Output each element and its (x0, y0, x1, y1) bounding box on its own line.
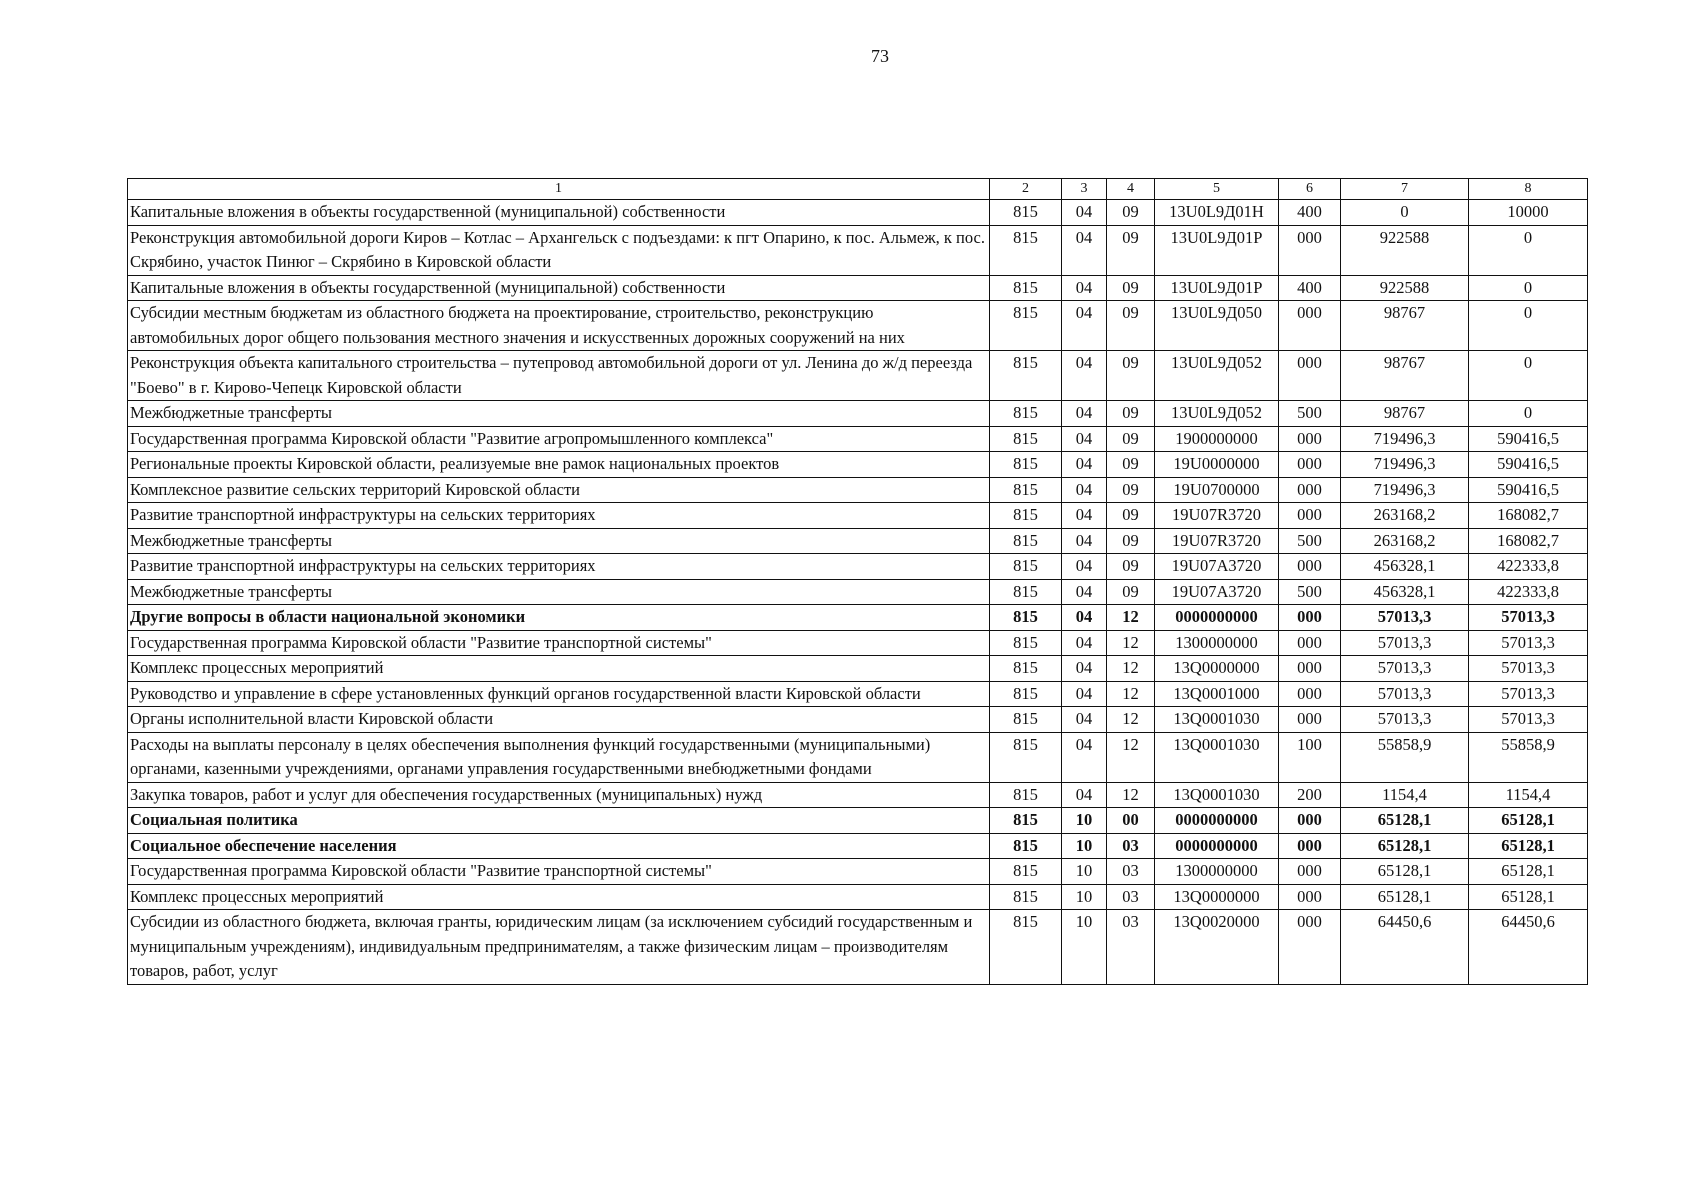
section-cell: 04 (1062, 452, 1107, 478)
expense-type-cell: 000 (1279, 707, 1341, 733)
target-article-cell: 13Q0001030 (1155, 707, 1279, 733)
expense-type-cell: 100 (1279, 732, 1341, 782)
subsection-cell: 03 (1107, 833, 1155, 859)
amount-year2-cell: 64450,6 (1469, 910, 1588, 985)
grbs-cell: 815 (990, 554, 1062, 580)
subsection-cell: 09 (1107, 426, 1155, 452)
amount-year2-cell: 57013,3 (1469, 656, 1588, 682)
section-cell: 04 (1062, 225, 1107, 275)
subsection-cell: 12 (1107, 681, 1155, 707)
target-article-cell: 19U0000000 (1155, 452, 1279, 478)
section-cell: 04 (1062, 301, 1107, 351)
subsection-cell: 09 (1107, 477, 1155, 503)
grbs-cell: 815 (990, 605, 1062, 631)
subsection-cell: 09 (1107, 200, 1155, 226)
section-cell: 10 (1062, 910, 1107, 985)
expense-type-cell: 000 (1279, 426, 1341, 452)
target-article-cell: 13Q0001030 (1155, 732, 1279, 782)
amount-year1-cell: 57013,3 (1341, 707, 1469, 733)
subsection-cell: 09 (1107, 554, 1155, 580)
amount-year2-cell: 65128,1 (1469, 808, 1588, 834)
grbs-cell: 815 (990, 477, 1062, 503)
section-cell: 10 (1062, 859, 1107, 885)
grbs-cell: 815 (990, 225, 1062, 275)
section-cell: 04 (1062, 630, 1107, 656)
subsection-cell: 09 (1107, 579, 1155, 605)
section-cell: 04 (1062, 528, 1107, 554)
section-cell: 04 (1062, 579, 1107, 605)
expense-type-cell: 000 (1279, 452, 1341, 478)
grbs-cell: 815 (990, 859, 1062, 885)
amount-year2-cell: 0 (1469, 401, 1588, 427)
amount-year1-cell: 57013,3 (1341, 630, 1469, 656)
expense-type-cell: 000 (1279, 656, 1341, 682)
section-cell: 04 (1062, 426, 1107, 452)
target-article-cell: 19U07A3720 (1155, 579, 1279, 605)
amount-year2-cell: 0 (1469, 275, 1588, 301)
table-row (128, 275, 1588, 301)
grbs-cell: 815 (990, 275, 1062, 301)
subsection-cell: 03 (1107, 859, 1155, 885)
amount-year2-cell: 10000 (1469, 200, 1588, 226)
grbs-cell: 815 (990, 833, 1062, 859)
expense-type-cell: 000 (1279, 910, 1341, 985)
amount-year2-cell: 590416,5 (1469, 452, 1588, 478)
expense-type-cell: 200 (1279, 782, 1341, 808)
expense-type-cell: 000 (1279, 554, 1341, 580)
header-cell-7: 7 (1341, 179, 1469, 200)
section-cell: 10 (1062, 808, 1107, 834)
table-row (128, 630, 1588, 656)
subsection-cell: 12 (1107, 782, 1155, 808)
row-name-cell: Социальное обеспечение населения (128, 833, 990, 859)
amount-year1-cell: 1154,4 (1341, 782, 1469, 808)
target-article-cell: 0000000000 (1155, 605, 1279, 631)
amount-year2-cell: 65128,1 (1469, 859, 1588, 885)
section-cell: 10 (1062, 884, 1107, 910)
row-name-cell: Закупка товаров, работ и услуг для обеспечения государственных (муниципальных) нужд (128, 782, 990, 808)
row-name-cell: Реконструкция автомобильной дороги Киров – Котлас – Архангельск с подъездами: к пгт Опарино, к пос. Альмеж, к пос. Скрябино, участок Пинюг – Скрябино в Кировской области (128, 225, 990, 275)
target-article-cell: 13U0L9Д052 (1155, 401, 1279, 427)
subsection-cell: 12 (1107, 732, 1155, 782)
target-article-cell: 0000000000 (1155, 833, 1279, 859)
row-name-cell: Социальная политика (128, 808, 990, 834)
subsection-cell: 09 (1107, 275, 1155, 301)
section-cell: 04 (1062, 401, 1107, 427)
table-header (128, 179, 1588, 200)
amount-year1-cell: 98767 (1341, 301, 1469, 351)
grbs-cell: 815 (990, 528, 1062, 554)
amount-year1-cell: 65128,1 (1341, 808, 1469, 834)
header-cell-8: 8 (1469, 179, 1588, 200)
row-name-cell: Субсидии местным бюджетам из областного бюджета на проектирование, строительство, реконструкцию автомобильных дорог общего пользования местного значения и искусственных дорожных сооружений на них (128, 301, 990, 351)
row-name-cell: Государственная программа Кировской области "Развитие транспортной системы" (128, 630, 990, 656)
section-cell: 04 (1062, 503, 1107, 529)
grbs-cell: 815 (990, 630, 1062, 656)
grbs-cell: 815 (990, 426, 1062, 452)
grbs-cell: 815 (990, 301, 1062, 351)
section-cell: 04 (1062, 656, 1107, 682)
grbs-cell: 815 (990, 910, 1062, 985)
expense-type-cell: 400 (1279, 275, 1341, 301)
grbs-cell: 815 (990, 351, 1062, 401)
amount-year2-cell: 422333,8 (1469, 554, 1588, 580)
amount-year1-cell: 719496,3 (1341, 477, 1469, 503)
table-body (128, 200, 1588, 985)
amount-year1-cell: 65128,1 (1341, 859, 1469, 885)
subsection-cell: 12 (1107, 656, 1155, 682)
target-article-cell: 13U0L9Д052 (1155, 351, 1279, 401)
row-name-cell: Региональные проекты Кировской области, реализуемые вне рамок национальных проектов (128, 452, 990, 478)
expense-type-cell: 000 (1279, 503, 1341, 529)
table-row (128, 605, 1588, 631)
amount-year1-cell: 719496,3 (1341, 426, 1469, 452)
table-row (128, 732, 1588, 782)
grbs-cell: 815 (990, 452, 1062, 478)
table-row (128, 401, 1588, 427)
expense-type-cell: 500 (1279, 528, 1341, 554)
subsection-cell: 09 (1107, 401, 1155, 427)
row-name-cell: Другие вопросы в области национальной экономики (128, 605, 990, 631)
expense-type-cell: 500 (1279, 401, 1341, 427)
grbs-cell: 815 (990, 681, 1062, 707)
table-row (128, 503, 1588, 529)
section-cell: 04 (1062, 275, 1107, 301)
grbs-cell: 815 (990, 707, 1062, 733)
amount-year1-cell: 719496,3 (1341, 452, 1469, 478)
row-name-cell: Развитие транспортной инфраструктуры на сельских территориях (128, 503, 990, 529)
amount-year1-cell: 456328,1 (1341, 554, 1469, 580)
expense-type-cell: 500 (1279, 579, 1341, 605)
table-row (128, 200, 1588, 226)
target-article-cell: 19U07R3720 (1155, 528, 1279, 554)
table-row (128, 452, 1588, 478)
amount-year1-cell: 98767 (1341, 351, 1469, 401)
amount-year2-cell: 57013,3 (1469, 681, 1588, 707)
target-article-cell: 13U0L9Д050 (1155, 301, 1279, 351)
row-name-cell: Органы исполнительной власти Кировской области (128, 707, 990, 733)
section-cell: 04 (1062, 681, 1107, 707)
section-cell: 04 (1062, 782, 1107, 808)
section-cell: 04 (1062, 732, 1107, 782)
expense-type-cell: 000 (1279, 301, 1341, 351)
expense-type-cell: 000 (1279, 351, 1341, 401)
header-cell-3: 3 (1062, 179, 1107, 200)
grbs-cell: 815 (990, 503, 1062, 529)
table-row (128, 910, 1588, 985)
page-number: 73 (871, 46, 889, 66)
subsection-cell: 03 (1107, 884, 1155, 910)
target-article-cell: 1900000000 (1155, 426, 1279, 452)
amount-year1-cell: 456328,1 (1341, 579, 1469, 605)
table-row (128, 528, 1588, 554)
table-row (128, 681, 1588, 707)
grbs-cell: 815 (990, 782, 1062, 808)
subsection-cell: 00 (1107, 808, 1155, 834)
section-cell: 04 (1062, 477, 1107, 503)
subsection-cell: 09 (1107, 528, 1155, 554)
grbs-cell: 815 (990, 808, 1062, 834)
table-row (128, 808, 1588, 834)
amount-year2-cell: 1154,4 (1469, 782, 1588, 808)
table-row (128, 351, 1588, 401)
row-name-cell: Субсидии из областного бюджета, включая гранты, юридическим лицам (за исключением субсидий государственным и муниципальным учреждениям), индивидуальным предпринимателям, а также физическим лицам – производителям товаров, работ, услуг (128, 910, 990, 985)
expense-type-cell: 000 (1279, 884, 1341, 910)
subsection-cell: 12 (1107, 707, 1155, 733)
expense-type-cell: 400 (1279, 200, 1341, 226)
grbs-cell: 815 (990, 884, 1062, 910)
row-name-cell: Государственная программа Кировской области "Развитие транспортной системы" (128, 859, 990, 885)
row-name-cell: Межбюджетные трансферты (128, 401, 990, 427)
target-article-cell: 13U0L9Д01Р (1155, 225, 1279, 275)
table-row (128, 554, 1588, 580)
amount-year1-cell: 57013,3 (1341, 681, 1469, 707)
row-name-cell: Руководство и управление в сфере установленных функций органов государственной власти Кировской области (128, 681, 990, 707)
grbs-cell: 815 (990, 200, 1062, 226)
subsection-cell: 12 (1107, 630, 1155, 656)
target-article-cell: 1300000000 (1155, 859, 1279, 885)
amount-year1-cell: 263168,2 (1341, 503, 1469, 529)
target-article-cell: 13Q0020000 (1155, 910, 1279, 985)
amount-year1-cell: 922588 (1341, 275, 1469, 301)
target-article-cell: 1300000000 (1155, 630, 1279, 656)
header-cell-2: 2 (990, 179, 1062, 200)
amount-year1-cell: 65128,1 (1341, 884, 1469, 910)
target-article-cell: 13Q0000000 (1155, 656, 1279, 682)
amount-year2-cell: 590416,5 (1469, 477, 1588, 503)
header-cell-5: 5 (1155, 179, 1279, 200)
grbs-cell: 815 (990, 401, 1062, 427)
grbs-cell: 815 (990, 732, 1062, 782)
row-name-cell: Межбюджетные трансферты (128, 528, 990, 554)
table-row (128, 782, 1588, 808)
amount-year2-cell: 168082,7 (1469, 528, 1588, 554)
amount-year1-cell: 57013,3 (1341, 656, 1469, 682)
subsection-cell: 12 (1107, 605, 1155, 631)
section-cell: 04 (1062, 605, 1107, 631)
amount-year1-cell: 55858,9 (1341, 732, 1469, 782)
amount-year1-cell: 65128,1 (1341, 833, 1469, 859)
section-cell: 04 (1062, 200, 1107, 226)
target-article-cell: 13U0L9Д01Р (1155, 275, 1279, 301)
target-article-cell: 13U0L9Д01Н (1155, 200, 1279, 226)
expense-type-cell: 000 (1279, 605, 1341, 631)
amount-year2-cell: 0 (1469, 351, 1588, 401)
amount-year2-cell: 0 (1469, 301, 1588, 351)
subsection-cell: 09 (1107, 351, 1155, 401)
expense-type-cell: 000 (1279, 681, 1341, 707)
amount-year2-cell: 422333,8 (1469, 579, 1588, 605)
row-name-cell: Капитальные вложения в объекты государственной (муниципальной) собственности (128, 275, 990, 301)
expense-type-cell: 000 (1279, 833, 1341, 859)
section-cell: 04 (1062, 707, 1107, 733)
expense-type-cell: 000 (1279, 859, 1341, 885)
table-row (128, 301, 1588, 351)
header-cell-1: 1 (128, 179, 990, 200)
table-row (128, 656, 1588, 682)
row-name-cell: Расходы на выплаты персоналу в целях обеспечения выполнения функций государственными (муниципальными) органами, казенными учреждениями, органами управления государственными внебюджетными фондами (128, 732, 990, 782)
subsection-cell: 09 (1107, 225, 1155, 275)
row-name-cell: Капитальные вложения в объекты государственной (муниципальной) собственности (128, 200, 990, 226)
target-article-cell: 19U0700000 (1155, 477, 1279, 503)
row-name-cell: Комплекс процессных мероприятий (128, 884, 990, 910)
target-article-cell: 19U07R3720 (1155, 503, 1279, 529)
expense-type-cell: 000 (1279, 225, 1341, 275)
row-name-cell: Комплексное развитие сельских территорий Кировской области (128, 477, 990, 503)
header-cell-4: 4 (1107, 179, 1155, 200)
row-name-cell: Комплекс процессных мероприятий (128, 656, 990, 682)
grbs-cell: 815 (990, 656, 1062, 682)
amount-year1-cell: 922588 (1341, 225, 1469, 275)
amount-year1-cell: 263168,2 (1341, 528, 1469, 554)
amount-year2-cell: 57013,3 (1469, 707, 1588, 733)
table-row (128, 426, 1588, 452)
budget-table (127, 178, 1588, 985)
row-name-cell: Государственная программа Кировской области "Развитие агропромышленного комплекса" (128, 426, 990, 452)
section-cell: 10 (1062, 833, 1107, 859)
amount-year2-cell: 65128,1 (1469, 884, 1588, 910)
expense-type-cell: 000 (1279, 630, 1341, 656)
subsection-cell: 09 (1107, 452, 1155, 478)
table-row (128, 225, 1588, 275)
amount-year2-cell: 65128,1 (1469, 833, 1588, 859)
table-row (128, 477, 1588, 503)
section-cell: 04 (1062, 554, 1107, 580)
row-name-cell: Межбюджетные трансферты (128, 579, 990, 605)
subsection-cell: 09 (1107, 503, 1155, 529)
expense-type-cell: 000 (1279, 477, 1341, 503)
grbs-cell: 815 (990, 579, 1062, 605)
target-article-cell: 0000000000 (1155, 808, 1279, 834)
table-row (128, 579, 1588, 605)
target-article-cell: 13Q0000000 (1155, 884, 1279, 910)
subsection-cell: 09 (1107, 301, 1155, 351)
target-article-cell: 13Q0001030 (1155, 782, 1279, 808)
amount-year2-cell: 57013,3 (1469, 630, 1588, 656)
amount-year2-cell: 168082,7 (1469, 503, 1588, 529)
section-cell: 04 (1062, 351, 1107, 401)
amount-year2-cell: 0 (1469, 225, 1588, 275)
target-article-cell: 19U07A3720 (1155, 554, 1279, 580)
amount-year1-cell: 0 (1341, 200, 1469, 226)
amount-year2-cell: 57013,3 (1469, 605, 1588, 631)
table-row (128, 707, 1588, 733)
amount-year1-cell: 57013,3 (1341, 605, 1469, 631)
table-row (128, 859, 1588, 885)
header-cell-6: 6 (1279, 179, 1341, 200)
header-row (128, 179, 1588, 200)
amount-year1-cell: 64450,6 (1341, 910, 1469, 985)
row-name-cell: Развитие транспортной инфраструктуры на сельских территориях (128, 554, 990, 580)
table-row (128, 833, 1588, 859)
target-article-cell: 13Q0001000 (1155, 681, 1279, 707)
table-row (128, 884, 1588, 910)
subsection-cell: 03 (1107, 910, 1155, 985)
amount-year1-cell: 98767 (1341, 401, 1469, 427)
amount-year2-cell: 590416,5 (1469, 426, 1588, 452)
expense-type-cell: 000 (1279, 808, 1341, 834)
row-name-cell: Реконструкция объекта капитального строительства – путепровод автомобильной дороги от ул. Ленина до ж/д переезда "Боево" в г. Кирово-Чепецк Кировской области (128, 351, 990, 401)
amount-year2-cell: 55858,9 (1469, 732, 1588, 782)
